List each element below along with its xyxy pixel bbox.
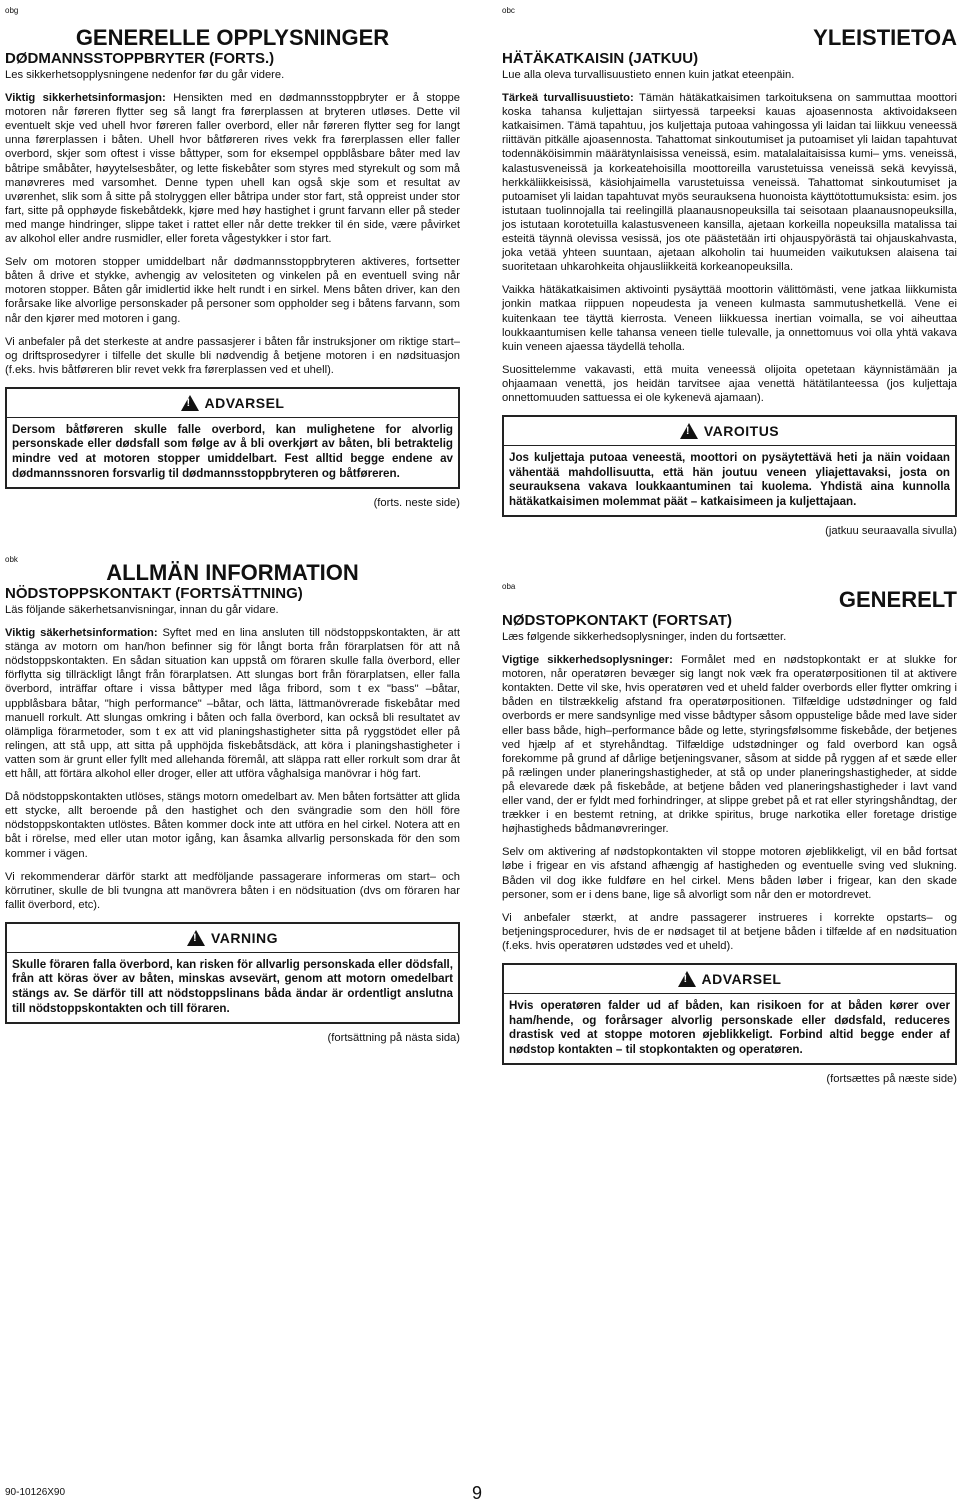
warning-text: Hvis operatøren falder ud af båden, kan risikoen for at båden kører over ham/hende, og forårsager alvorlig personskade eller dødsfald, reduceres drastisk ved at stoppe motoren øjeblikkeligt. Forbind altid begge ender af nødstop kontakten – til stopkontakten og operatøren. bbox=[504, 993, 955, 1063]
warning-header bbox=[7, 924, 458, 952]
paragraph-3: Vi anbefaler på det sterkeste at andre passasjerer i båten får instruksjoner om riktige start– og driftsprosedyrer i tilfelle det skulle bli nødvendig å betjene motoren i en nødsituasjon (f.eks. hvis båtføreren blir revet vekk fra førerplassen ved et uhell). bbox=[5, 335, 460, 376]
paragraph-1-body: Formålet med en nødstopkontakt er at slukke for motoren, når operatøren bevæger sig langt nok væk fra operatørpositionen til at aktivere kontakten. Dette vil ske, hvis operatøren ved et uheld falder overbords eller flytter omkring i båden en tilstrækkelig afstand fra operatørpositionen. Tilfældige udstødninger og fald overbords er mere sandsynlige med visse bådtyper såsom oppustelige både med lave sider eller bass både, high–performance både og lette, styringsfølsomme fiskebåde, der betjenes ved hjælp af et styrehåndtag. Tilfældige udstødninger og fald overbord kan også forekomme på grund af dårlige betjeningsvaner, såsom at sidde på ryggen af et sæde eller på rælingen under planeringshastigheder, at stå op under planeringshastigheder, at sidde på elevarede dæk på fiskebåde, at betjene båden ved planeringshastigheder i lavt vand eller vand, der er fyldt med forhindringer, at slippe grebet på et rat eller styringshåndtag, der trækker i en bestemt retning, at drikke spiritus, bruge narkotika eller foretage dristige højhastigheds bådmanøvreringer. bbox=[502, 654, 957, 836]
paragraph-1-lead: Viktig sikkerhetsinformasjon: bbox=[5, 92, 166, 105]
paragraph-1 bbox=[5, 91, 460, 246]
warning-box bbox=[502, 963, 957, 1065]
language-code: obk bbox=[5, 555, 18, 564]
paragraph-1-lead: Viktig säkerhetsinformation: bbox=[5, 627, 158, 640]
paragraph-1-body: Hensikten med en dødmannsstoppbryter er å stoppe motoren når føreren flytter seg så langt fra førerplassen at bryteren utløses. Dette vil eventuelt skje ved uhell hvor føreren faller overbord, eller når føreren flytter seg for langt unna førerplassen i båten. Uhell hvor båtføreren rives vekk fra førerplassen eller faller overbord, skjer som oftest i visse båttyper, som for eksempel oppblåsbare båter med lav båtripe småbåter, høyytelsesbåter, og lette fiskebåter som styres med styrekult og som må manøvreres med varsomhet. Denne typen uhell kan også skje som et resultat av uvørenhet, slik som å sitte på stolryggen eller båtripa under stor fart, stå oppreist under stor fart, sitte på opphøyde fiskebåtdekk, kjøre med høy hastighet i grunt farvann eller på steder med mange hindringer, slippe taket i rattet eller når dette trekker til én side, være påvirket av alkohol eller andre rusmidler, eller foreta vågestykker i stor fart. bbox=[5, 92, 460, 246]
section-danish bbox=[502, 582, 957, 1085]
paragraph-2: Då nödstoppskontakten utlöses, stängs motorn omedelbart av. Men båten fortsätter att glida ett stycke, allt beroende på den hastighet och den svängradie som den höll före nödstoppskontakten utlöstes. Båten kommer dock inte att utföra en hel cirkel. Notera att en båt i rörelse, med eller utan motor igång, kan åsamka allvarlig personskada för den som kommer i vägen. bbox=[5, 791, 461, 860]
paragraph-1-body: Tämän hätäkatkaisimen tarkoituksena on sammuttaa moottori koska tahansa kuljettajan siirtyessä tarpeeksi kauas ajoasennosta aktivoidakseen katkaisimen. Tämä tapahtuu, jos kuljettaja putoaa vahingossa yli laidan tai liikkuu veneessä riittävän pitkälle ajoasennosta. Tahattomat sinkoutumiset ja putoamiset yli laidan tapahtuvat todennäköisimmin määrätynlaisissa veneissä, esim. matalalaitaisissa kumi– yms. veneissä, kalastusveneissä ja korkeatehoisilla moottoreilla varustetuissa veneissä sekä kevyissä, herkkäliikkeisissä, käsiohjaimella varustetuissa veneissä. Tahattomat sinkoutumiset ja putoamiset yli laidan tapahtuvat myös seurauksena huonoista käyttötottumuksista: esim. jos istutaan tuolinnojalla tai reelingillä plaanausnopeuksilla tai seisotaan plaanausnopeuksilla, jos istutaan korotetuilla kalastusveneen kansilla, ajetaan korkeilla nopeuksilla matalissa tai esteitä täynnä olevissa vesissä, jos ote päästetään irti ohjauspyörästä tai ohjauskahvasta, joka vetää yhteen suuntaan, ajetaan alkoholin tai huumeiden vaikutuksen alaisena tai suoritetaan uhkarohkeita ohjausliikkeitä korkeanopeuksilla. bbox=[502, 92, 957, 274]
paragraph-1 bbox=[502, 91, 957, 274]
language-code: obg bbox=[5, 6, 19, 15]
intro-text: Läs följande säkerhetsanvisningar, innan du går vidare. bbox=[5, 604, 279, 616]
paragraph-3: Vi anbefaler stærkt, at andre passagerer instrueres i korrekte opstarts– og betjeningsprocedurer, hvis de er nødsaget til at betjene båden i tilfælde af en nødsituation (f.eks. hvis operatøren udstødes ved et uheld). bbox=[502, 911, 957, 952]
document-number: 90-10126X90 bbox=[5, 1487, 66, 1498]
warning-box bbox=[502, 415, 957, 517]
paragraph-1 bbox=[5, 626, 460, 781]
warning-label: ADVARSEL bbox=[204, 394, 285, 411]
page-number: 9 bbox=[472, 1483, 483, 1503]
paragraph-1-lead: Tärkeä turvallisuustieto: bbox=[502, 92, 634, 105]
warning-header bbox=[504, 965, 955, 993]
warning-label: VAROITUS bbox=[703, 423, 780, 440]
section-finnish bbox=[502, 6, 957, 537]
paragraph-2: Selv om aktivering af nødstopkontakten vil stoppe motoren øjeblikkeligt, vil en båd fortsat løbe i frigear en vis afstand afhængig af hastigheden og eventuelle sving ved slukning. Båden vil dog ikke fuldføre en hel cirkel. Mens båden løber i frigear, kan den skade personer, som er i dens bane, lige så alvorligt som når den er motordrevet. bbox=[502, 846, 957, 901]
warning-label: VARNING bbox=[210, 929, 279, 946]
language-code: oba bbox=[502, 582, 516, 591]
section-norwegian bbox=[5, 6, 460, 509]
continued-note: (fortsättning på nästa sida) bbox=[327, 1032, 460, 1045]
warning-text: Dersom båtføreren skulle falle overbord, kan mulighetene for alvorlig personskade eller dødsfall som følge av å bli overkjørt av båten, bli betraktelig mindre ved at motoren stopper umiddelbart. Fest alltid begge endene av dødmannssnoren forsvarlig til dødmannsstoppbryteren og båtføreren. bbox=[7, 417, 458, 487]
warning-header bbox=[504, 417, 955, 445]
paragraph-1-body: Syftet med en lina ansluten till nödstoppskontakten, är att stänga av motorn om han/hon befinner sig för långt borta från förarplatsen för att nå nödstoppskontakten. En sådan situation kan uppstå om föraren skulle falla överbord, eller förflytta sig tillräckligt långt från förarplatsen. Att slungas bort från förarplatsen, eller falla överbord, inträffar oftare i vissa båttyper med låga fribord, som t ex "bass" –båtar, uppblåsbara båtar, "high performance" –båtar, och lätta, lättmanövrerade fiskebåtar med manuell rorkult. Att slungas omkring i båten och falla överbord, kan också bli resultatet av olämpliga förarmetoder, som t ex att vid planingshastigheter sitta på ryggstödet eller på relingen, att stå upp, att sitta på upphöjda fiskebåtsdäck, att köra i planingshastigheter i vatten som är grunt eller fyllt med allehanda föremål, att släppa ratt eller rorkult som drar åt ett håll, att förtära alkohol eller droger, eller att utföra våghalsiga manövrar i hög fart. bbox=[5, 627, 460, 781]
paragraph-3: Suosittelemme vakavasti, että muita veneessä olijoita opetetaan käynnistämään ja ohjaamaan venettä, jos heidän tarvitsee ajaa venettä hätätilanteessa (jos kuljettaja onnettomuuden sattuessa ei ole kykenevä ajamaan). bbox=[502, 363, 957, 404]
intro-text: Lue alla oleva turvallisuustieto ennen kuin jatkat eteenpäin. bbox=[502, 69, 795, 81]
section-title: GENERELT bbox=[838, 587, 957, 612]
language-code: obc bbox=[502, 6, 515, 15]
warning-triangle-icon bbox=[678, 971, 696, 987]
continued-note: (jatkuu seuraavalla sivulla) bbox=[825, 525, 957, 538]
warning-text: Skulle föraren falla överbord, kan risken för allvarlig personskada eller dödsfall, från att köras över av båten, minskas avsevärt, genom att motorn omedelbart stängs av. Se därför till att nödstoppslinans båda ändar är ordentligt anslutna till nödstoppskontakten och till föraren. bbox=[7, 952, 458, 1022]
continued-note: (fortsættes på næste side) bbox=[826, 1073, 957, 1086]
warning-label: ADVARSEL bbox=[701, 970, 782, 987]
section-swedish bbox=[5, 555, 460, 1044]
section-subtitle: HÄTÄKATKAISIN (JATKUU) bbox=[502, 50, 699, 67]
paragraph-2: Vaikka hätäkatkaisimen aktivointi pysäyttää moottorin välittömästi, vene jatkaa liikkumista jonkin matkaa riippuen nopeudesta ja veneen kulmasta sammutushetkellä. Vene ei kuitenkaan tee täyttä kierrosta. Veneen liikkuessa inertian voimalla, se voi aiheuttaa loukkaantumisen kelle tahansa veneen tielle tulevalle, ja onnettomuus voi olla yhtä vakava kuin veneen ajaessa täydellä teholla. bbox=[502, 284, 957, 353]
intro-text: Les sikkerhetsopplysningene nedenfor før du går videre. bbox=[5, 69, 285, 81]
intro-text: Læs følgende sikkerhedsoplysninger, inden du fortsætter. bbox=[502, 631, 787, 643]
paragraph-1 bbox=[502, 653, 957, 836]
paragraph-3: Vi rekommenderar därför starkt att medföljande passagerare informeras om start– och körrutiner, skulle de bli tvungna att manövrera båten i en nödsituation (dvs om föraren har fallit överbord, etc). bbox=[5, 870, 460, 911]
warning-triangle-icon bbox=[181, 395, 199, 411]
warning-box bbox=[5, 387, 460, 489]
section-subtitle: DØDMANNSSTOPPBRYTER (FORTS.) bbox=[5, 50, 275, 67]
paragraph-2: Selv om motoren stopper umiddelbart når dødmannsstoppbryteren aktiveres, fortsetter båten å drive et stykke, avhengig av velositeten og vinkelen på en eventuell sving når motoren stopper. Båten går imidlertid ikke helt rundt i en sirkel. Mens båten driver, kan den forårsake like alvorlige personskader på personer som oppholder seg i båtens farvann, som når den kjører med motoren i gang. bbox=[5, 256, 460, 325]
section-title: YLEISTIETOA bbox=[813, 25, 957, 50]
warning-triangle-icon bbox=[680, 423, 698, 439]
warning-header bbox=[7, 389, 458, 417]
continued-note: (forts. neste side) bbox=[373, 497, 460, 510]
warning-box bbox=[5, 922, 460, 1024]
paragraph-1-lead: Vigtige sikkerhedsoplysninger: bbox=[502, 654, 673, 667]
section-title: GENERELLE OPPLYSNINGER bbox=[75, 25, 390, 50]
section-subtitle: NÖDSTOPPSKONTAKT (FORTSÄTTNING) bbox=[5, 585, 303, 602]
warning-triangle-icon bbox=[187, 930, 205, 946]
section-title: ALLMÄN INFORMATION bbox=[106, 560, 359, 585]
warning-text: Jos kuljettaja putoaa veneestä, moottori on pysäytettävä heti ja näin voidaan vähentää mahdollisuutta, että hän joutuu veneen yliajettavaksi, josta on seurauksena vakava loukkaantuminen tai kuolema. Yhdistä aina kunnolla hätäkatkaisimen molemmat päät – katkaisimeen ja kuljettajaan. bbox=[504, 445, 955, 515]
section-subtitle: NØDSTOPKONTAKT (FORTSAT) bbox=[502, 612, 732, 629]
